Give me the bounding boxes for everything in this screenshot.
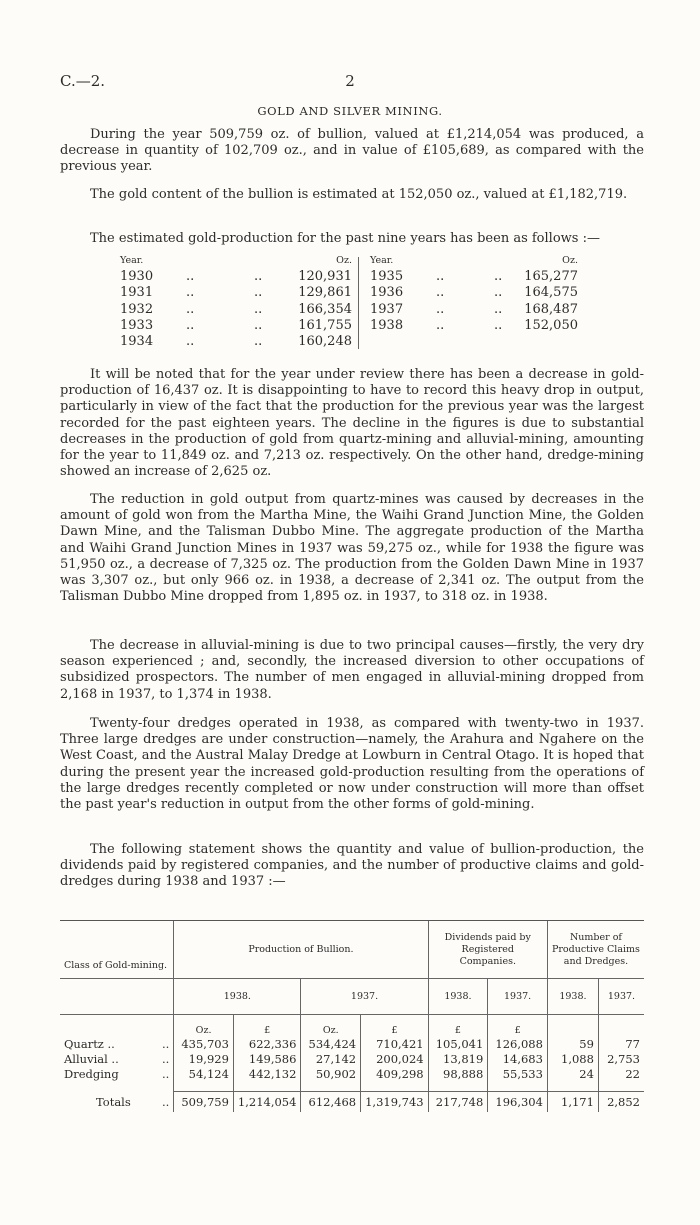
year-column-header: Year. xyxy=(120,255,144,266)
class-label: Quartz .. xyxy=(64,1037,115,1051)
production-1938-header: 1938. xyxy=(174,979,301,1015)
production-table-right-column xyxy=(370,253,578,334)
class-label: Alluvial .. xyxy=(64,1052,119,1066)
unit-pound: £ xyxy=(428,1015,488,1037)
unit-pound: £ xyxy=(361,1015,429,1037)
production-row: 1932 .. .. 166,354 xyxy=(120,301,352,317)
section-title: GOLD AND SILVER MINING. xyxy=(257,104,443,118)
paragraph-gold-content: The gold content of the bullion is estimated at 152,050 oz., valued at £1,182,719. xyxy=(90,187,628,202)
production-row: 1933 .. .. 161,755 xyxy=(120,317,352,333)
totals-row: Totals .. 509,759 1,214,054 612,468 1,319,743 217,748 196,304 1,171 2,852 xyxy=(60,1092,644,1112)
nine-year-production-table xyxy=(120,253,590,353)
production-row: 1938 .. .. 152,050 xyxy=(370,317,578,333)
paragraph-statement-intro: The following statement shows the quantity and value of bullion-production, the dividends paid by registered companies, and the number of productive claims and gold-dredges during 1938 and 1937 :— xyxy=(60,842,644,890)
bullion-production-table xyxy=(60,920,644,1112)
production-group-header: Production of Bullion. xyxy=(174,921,428,979)
production-row: 1935 .. .. 165,277 xyxy=(370,269,578,285)
paragraph-decrease-analysis: It will be noted that for the year under review there has been a decrease in gold-production of 16,437 oz. It is disappointing to have to record this heavy drop in output, particularly in view of the fact that the production for the previous year was the largest recorded for the past eighteen years. The decline in the figures is due to substantial decreases in the production of gold from quartz-mining and alluvial-mining, amounting for the year to 11,849 oz. and 7,213 oz. respectively. On the other hand, dredge-mining showed an increase of 2,625 oz. xyxy=(60,367,644,480)
dividends-1938-header: 1938. xyxy=(428,979,488,1015)
document-reference: C.—2. xyxy=(60,72,106,90)
table-row: Quartz .. .. 435,703 622,336 534,424 710,421 105,041 126,088 59 77 xyxy=(60,1037,644,1052)
paragraph-quartz-mines: The reduction in gold output from quartz-mines was caused by decreases in the amount of gold won from the Martha Mine, the Waihi Grand Junction Mine, the Golden Dawn Mine, and the Talisman Dubbo Mine. The aggregate production of the Martha and Waihi Grand Junction Mines in 1937 was 59,275 oz., while for 1938 the figure was 51,950 oz., a decrease of 7,325 oz. The production from the Golden Dawn Mine in 1937 was 3,307 oz., but only 966 oz. in 1938, a decrease of 2,341 oz. The output from the Talisman Dubbo Mine dropped from 1,895 oz. in 1937, to 318 oz. in 1938. xyxy=(60,492,644,605)
column-divider xyxy=(358,257,359,349)
production-table-left-column xyxy=(120,253,352,350)
paragraph-dredges: Twenty-four dredges operated in 1938, as compared with twenty-two in 1937. Three large dredges are under construction—namely, the Arahura and Ngahere on the West Coast, and the Austral Malay Dredge at Lowburn in Central Otago. It is hoped that during the present year the increased gold-production resulting from the operations of the large dredges recently completed or now under construction will more than offset the past year's reduction in output from the other forms of gold-mining. xyxy=(60,716,644,813)
production-row: 1931 .. .. 129,861 xyxy=(120,285,352,301)
production-row: 1934 .. .. 160,248 xyxy=(120,333,352,349)
class-column-header: Class of Gold-mining. xyxy=(60,921,174,979)
unit-oz: Oz. xyxy=(301,1015,361,1037)
claims-1938-header: 1938. xyxy=(547,979,598,1015)
table-row: Alluvial .. .. 19,929 149,586 27,142 200,024 13,819 14,683 1,088 2,753 xyxy=(60,1052,644,1067)
production-row: 1937 .. .. 168,487 xyxy=(370,301,578,317)
production-table-header xyxy=(120,253,352,269)
production-table-header xyxy=(370,253,578,269)
claims-1937-header: 1937. xyxy=(598,979,644,1015)
paragraph-alluvial-mining: The decrease in alluvial-mining is due to two principal causes—firstly, the very dry season experienced ; and, secondly, the increased diversion to other occupations of subsidized prospectors. The number of men engaged in alluvial-mining dropped from 2,168 in 1937, to 1,374 in 1938. xyxy=(60,638,644,702)
year-column-header: Year. xyxy=(370,255,394,266)
claims-group-header: Number of Productive Claims and Dredges. xyxy=(547,921,644,979)
production-1937-header: 1937. xyxy=(301,979,428,1015)
page-number: 2 xyxy=(345,72,355,90)
production-row: 1930 .. .. 120,931 xyxy=(120,269,352,285)
unit-oz: Oz. xyxy=(174,1015,234,1037)
totals-label: Totals xyxy=(96,1094,131,1109)
table-row: Dredging .. 54,124 442,132 50,902 409,298 98,888 55,533 24 22 xyxy=(60,1067,644,1082)
unit-pound: £ xyxy=(233,1015,301,1037)
oz-column-header: Oz. xyxy=(336,255,352,266)
oz-column-header: Oz. xyxy=(562,255,578,266)
production-row: 1936 .. .. 164,575 xyxy=(370,285,578,301)
unit-pound: £ xyxy=(488,1015,548,1037)
paragraph-bullion-summary: During the year 509,759 oz. of bullion, valued at £1,214,054 was produced, a decrease in quantity of 102,709 oz., and in value of £105,689, as compared with the previous year. xyxy=(60,127,644,175)
class-label: Dredging xyxy=(64,1067,119,1081)
dividends-group-header: Dividends paid by Registered Companies. xyxy=(428,921,547,979)
paragraph-nine-years-intro: The estimated gold-production for the past nine years has been as follows :— xyxy=(90,231,600,246)
dividends-1937-header: 1937. xyxy=(488,979,548,1015)
